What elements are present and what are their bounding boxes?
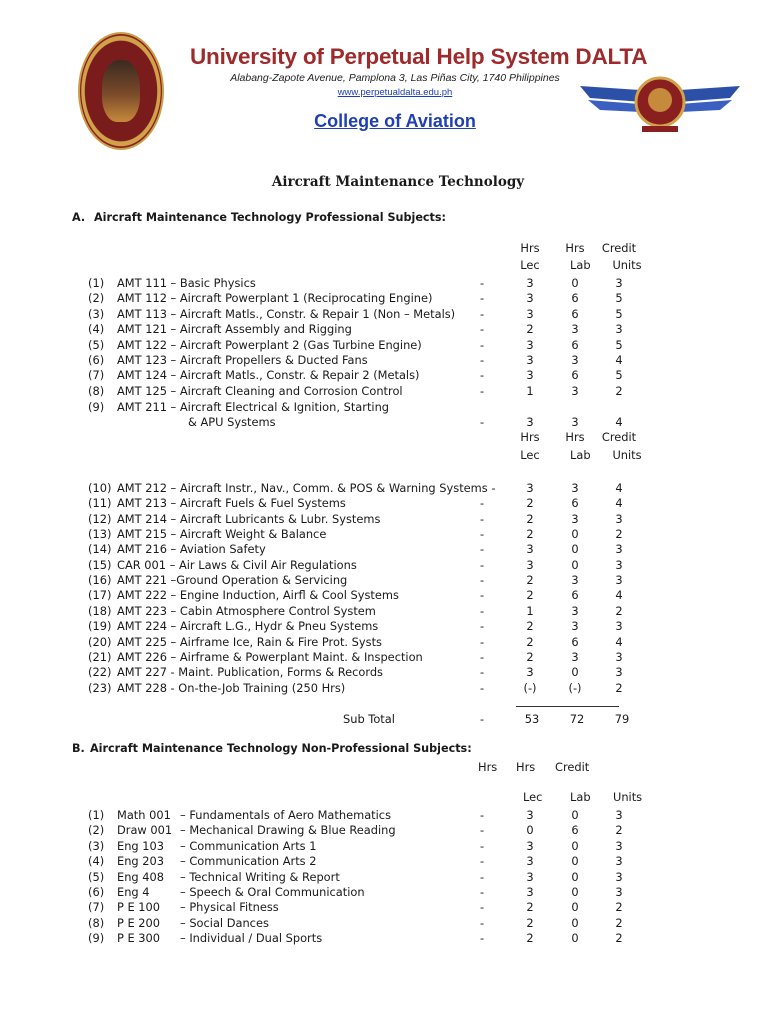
row-lab: 0 bbox=[571, 808, 579, 822]
row-lab: 0 bbox=[571, 542, 579, 557]
col-credit: Credit bbox=[601, 241, 637, 255]
website-link[interactable]: www.perpetualdalta.edu.ph bbox=[337, 87, 453, 98]
row-dash: - bbox=[480, 337, 485, 352]
row-number: (11) bbox=[88, 496, 112, 511]
subject-title-continued: & APU Systems bbox=[188, 415, 276, 429]
row-units: 5 bbox=[615, 337, 623, 352]
row-lec: 3 bbox=[526, 542, 534, 557]
subject-code: Math 001 bbox=[117, 808, 171, 822]
subject-title: AMT 215 – Aircraft Weight & Balance bbox=[117, 527, 327, 542]
col-credit: Credit bbox=[601, 430, 637, 444]
col-lab: Lab bbox=[570, 448, 591, 462]
row-lab: 0 bbox=[571, 276, 579, 290]
row-lec: 3 bbox=[526, 306, 534, 321]
row-lec: 3 bbox=[526, 337, 534, 352]
row-dash: - bbox=[480, 496, 485, 511]
subject-title: AMT 223 – Cabin Atmosphere Control System bbox=[117, 603, 376, 618]
subject-title: – Technical Writing & Report bbox=[180, 869, 340, 884]
row-number: (21) bbox=[88, 649, 112, 664]
row-dash: - bbox=[480, 838, 485, 853]
row-lab: 6 bbox=[571, 634, 579, 649]
row-number: (2) bbox=[88, 291, 105, 306]
row-number: (9) bbox=[88, 931, 105, 946]
row-lec: (-) bbox=[523, 680, 537, 695]
row-lab: 3 bbox=[571, 353, 579, 367]
row-lab: 0 bbox=[571, 527, 579, 542]
row-number: (3) bbox=[88, 838, 105, 853]
subject-title: AMT 211 – Aircraft Electrical & Ignition, Starting bbox=[117, 400, 390, 414]
row-units: 3 bbox=[615, 322, 623, 337]
row-lab: 6 bbox=[571, 588, 579, 603]
row-lec: 2 bbox=[526, 900, 534, 915]
row-dash: - bbox=[480, 680, 485, 695]
row-number: (6) bbox=[88, 353, 105, 367]
subject-code: Eng 203 bbox=[117, 854, 165, 869]
row-lab: 3 bbox=[571, 619, 579, 634]
row-number: (20) bbox=[88, 634, 112, 649]
row-dash: - bbox=[480, 276, 485, 290]
row-dash: - bbox=[480, 603, 485, 618]
table-row bbox=[0, 839, 768, 854]
row-dash: - bbox=[480, 619, 485, 634]
row-units: 4 bbox=[615, 415, 623, 429]
row-lab: 6 bbox=[571, 337, 579, 352]
table-row bbox=[0, 870, 768, 885]
col-lec: Lec bbox=[520, 258, 540, 272]
col-hrs-lab: Hrs bbox=[565, 241, 585, 255]
row-number: (4) bbox=[88, 322, 105, 337]
table-row bbox=[0, 512, 768, 527]
col-units: Units bbox=[613, 790, 643, 804]
row-lec: 3 bbox=[526, 838, 534, 853]
row-lab: 3 bbox=[571, 511, 579, 526]
table-row bbox=[0, 368, 768, 383]
row-lec: 2 bbox=[526, 931, 534, 946]
row-dash: - bbox=[480, 854, 485, 869]
col-lec: Lec bbox=[523, 790, 543, 804]
row-units: 4 bbox=[615, 588, 623, 603]
row-units: 5 bbox=[615, 306, 623, 321]
row-dash: - bbox=[480, 808, 485, 822]
row-lec: 1 bbox=[526, 603, 534, 618]
row-dash: - bbox=[480, 869, 485, 884]
row-lec: 3 bbox=[526, 291, 534, 306]
section-a-col-header-top-repeat bbox=[0, 430, 768, 445]
row-dash: - bbox=[480, 649, 485, 664]
subtotal-row bbox=[0, 712, 768, 727]
subject-title: AMT 222 – Engine Induction, Airfl & Cool Systems bbox=[117, 588, 399, 603]
subject-title: AMT 213 – Aircraft Fuels & Fuel Systems bbox=[117, 496, 346, 511]
row-number: (4) bbox=[88, 854, 105, 869]
row-units: 3 bbox=[615, 869, 623, 884]
table-row bbox=[0, 307, 768, 322]
row-dash: - bbox=[480, 885, 485, 899]
row-units: 3 bbox=[615, 619, 623, 634]
row-units: 2 bbox=[615, 823, 623, 838]
table-row bbox=[0, 681, 768, 696]
table-row bbox=[0, 353, 768, 368]
row-number: (7) bbox=[88, 900, 105, 915]
row-number: (12) bbox=[88, 511, 112, 526]
row-number: (23) bbox=[88, 680, 112, 695]
subject-title: – Mechanical Drawing & Blue Reading bbox=[180, 823, 396, 838]
row-dash: - bbox=[480, 634, 485, 649]
table-row bbox=[0, 635, 768, 650]
section-b-letter: B. bbox=[72, 742, 85, 755]
university-name: University of Perpetual Help System DALTA bbox=[190, 44, 648, 69]
row-units: 2 bbox=[615, 383, 623, 398]
row-lab: 3 bbox=[571, 603, 579, 618]
row-number: (18) bbox=[88, 603, 112, 618]
row-lab: 0 bbox=[571, 915, 579, 930]
row-lab: 0 bbox=[571, 854, 579, 869]
row-lab: 3 bbox=[571, 322, 579, 337]
subject-title: AMT 123 – Aircraft Propellers & Ducted Fans bbox=[117, 353, 368, 367]
row-lec: 0 bbox=[526, 823, 534, 838]
table-row bbox=[0, 854, 768, 869]
row-units: 2 bbox=[615, 915, 623, 930]
university-address: Alabang-Zapote Avenue, Pamplona 3, Las Piñas City, 1740 Philippines bbox=[230, 72, 560, 84]
subject-title: – Individual / Dual Sports bbox=[180, 931, 323, 946]
row-lec: 3 bbox=[526, 869, 534, 884]
subject-title: AMT 212 – Aircraft Instr., Nav., Comm. & POS & Warning Systems - bbox=[117, 481, 496, 495]
row-dash: - bbox=[480, 527, 485, 542]
row-lab: 3 bbox=[571, 415, 579, 429]
row-lec: 3 bbox=[526, 276, 534, 290]
row-dash: - bbox=[480, 665, 485, 680]
col-hrs-lec: Hrs bbox=[478, 760, 498, 774]
row-lab: 0 bbox=[571, 869, 579, 884]
row-units: 3 bbox=[615, 573, 623, 588]
table-row bbox=[0, 665, 768, 680]
row-lab: 0 bbox=[571, 838, 579, 853]
subject-code: Draw 001 bbox=[117, 823, 173, 838]
row-units: 2 bbox=[615, 931, 623, 946]
row-number: (15) bbox=[88, 557, 112, 572]
section-a-col-header-top bbox=[0, 241, 768, 256]
subtotal-lec: 53 bbox=[524, 712, 540, 726]
subject-title: AMT 228 - On-the-Job Training (250 Hrs) bbox=[117, 680, 346, 695]
row-lab: 3 bbox=[571, 649, 579, 664]
row-lab: 0 bbox=[571, 885, 579, 899]
subject-title: AMT 113 – Aircraft Matls., Constr. & Repair 1 (Non – Metals) bbox=[117, 306, 456, 321]
subject-code: P E 200 bbox=[117, 915, 161, 930]
row-dash: - bbox=[480, 915, 485, 930]
subtotal-lab: 72 bbox=[569, 712, 585, 726]
row-lec: 3 bbox=[526, 665, 534, 680]
subtotal-rule bbox=[516, 706, 619, 707]
subject-title: AMT 214 – Aircraft Lubricants & Lubr. Systems bbox=[117, 511, 381, 526]
row-number: (3) bbox=[88, 306, 105, 321]
row-units: 2 bbox=[615, 900, 623, 915]
col-hrs-lec: Hrs bbox=[520, 241, 540, 255]
row-units: 4 bbox=[615, 481, 623, 495]
subject-code: Eng 408 bbox=[117, 869, 165, 884]
table-row bbox=[0, 931, 768, 946]
row-dash: - bbox=[480, 931, 485, 946]
row-lab: 6 bbox=[571, 291, 579, 306]
table-row bbox=[0, 885, 768, 900]
row-number: (9) bbox=[88, 400, 105, 414]
row-number: (16) bbox=[88, 573, 112, 588]
university-seal-logo bbox=[78, 32, 164, 150]
row-number: (6) bbox=[88, 885, 105, 899]
row-dash: - bbox=[480, 291, 485, 306]
row-units: 3 bbox=[615, 854, 623, 869]
row-lec: 2 bbox=[526, 511, 534, 526]
row-number: (1) bbox=[88, 808, 105, 822]
subject-title: AMT 121 – Aircraft Assembly and Rigging bbox=[117, 322, 352, 337]
section-a-col-header-bottom-repeat bbox=[0, 448, 768, 463]
subject-code: Eng 4 bbox=[117, 885, 150, 899]
row-lec: 3 bbox=[526, 481, 534, 495]
row-lec: 2 bbox=[526, 915, 534, 930]
aviation-wings-logo bbox=[580, 68, 740, 138]
section-b-col-header-bottom bbox=[0, 790, 768, 805]
row-units: 5 bbox=[615, 368, 623, 383]
table-row bbox=[0, 916, 768, 931]
subject-title: AMT 216 – Aviation Safety bbox=[117, 542, 266, 557]
subject-title: AMT 221 –Ground Operation & Servicing bbox=[117, 573, 348, 588]
row-lec: 2 bbox=[526, 649, 534, 664]
section-a-title: Aircraft Maintenance Technology Professional Subjects: bbox=[94, 211, 447, 224]
row-lec: 3 bbox=[526, 885, 534, 899]
table-row bbox=[0, 900, 768, 915]
col-units: Units bbox=[612, 258, 642, 272]
row-lec: 3 bbox=[526, 854, 534, 869]
row-number: (14) bbox=[88, 542, 112, 557]
subject-code: P E 100 bbox=[117, 900, 161, 915]
row-lec: 2 bbox=[526, 322, 534, 337]
section-a-col-header-bottom bbox=[0, 258, 768, 273]
row-units: 2 bbox=[615, 603, 623, 618]
row-lab: 0 bbox=[571, 931, 579, 946]
program-title: Aircraft Maintenance Technology bbox=[271, 174, 525, 190]
row-lab: 0 bbox=[571, 900, 579, 915]
row-units: 3 bbox=[615, 665, 623, 680]
col-hrs-lec: Hrs bbox=[520, 430, 540, 444]
row-dash: - bbox=[480, 542, 485, 557]
col-hrs-lab: Hrs bbox=[516, 760, 536, 774]
row-units: 3 bbox=[615, 885, 623, 899]
row-dash: - bbox=[480, 900, 485, 915]
row-number: (5) bbox=[88, 869, 105, 884]
row-number: (17) bbox=[88, 588, 112, 603]
row-number: (13) bbox=[88, 527, 112, 542]
subject-code: P E 300 bbox=[117, 931, 161, 946]
table-row bbox=[0, 338, 768, 353]
row-lec: 2 bbox=[526, 496, 534, 511]
row-lab: 3 bbox=[571, 481, 579, 495]
row-number: (1) bbox=[88, 276, 105, 290]
subtotal-units: 79 bbox=[614, 712, 630, 726]
row-units: 3 bbox=[615, 557, 623, 572]
row-number: (5) bbox=[88, 337, 105, 352]
table-row bbox=[0, 496, 768, 511]
row-lec: 2 bbox=[526, 527, 534, 542]
college-name: College of Aviation bbox=[314, 111, 476, 131]
row-lec: 2 bbox=[526, 573, 534, 588]
row-lab: 6 bbox=[571, 823, 579, 838]
row-lab: 3 bbox=[571, 573, 579, 588]
col-lec: Lec bbox=[520, 448, 540, 462]
row-lab: (-) bbox=[568, 680, 582, 695]
row-lab: 6 bbox=[571, 368, 579, 383]
row-units: 2 bbox=[615, 680, 623, 695]
section-b-heading bbox=[72, 742, 472, 755]
table-row bbox=[0, 604, 768, 619]
subject-title: AMT 124 – Aircraft Matls., Constr. & Repair 2 (Metals) bbox=[117, 368, 420, 383]
subtotal-dash: - bbox=[480, 712, 485, 726]
subject-title: – Physical Fitness bbox=[180, 900, 279, 915]
row-dash: - bbox=[480, 415, 485, 429]
row-number: (10) bbox=[88, 481, 112, 495]
row-number: (7) bbox=[88, 368, 105, 383]
row-units: 4 bbox=[615, 496, 623, 511]
table-row bbox=[0, 588, 768, 603]
subject-title: AMT 122 – Aircraft Powerplant 2 (Gas Turbine Engine) bbox=[117, 337, 422, 352]
row-number: (8) bbox=[88, 383, 105, 398]
subject-title: – Communication Arts 2 bbox=[180, 854, 317, 869]
subject-title: CAR 001 – Air Laws & Civil Air Regulations bbox=[117, 557, 357, 572]
row-units: 4 bbox=[615, 634, 623, 649]
table-row bbox=[0, 291, 768, 306]
row-dash: - bbox=[480, 823, 485, 838]
row-units: 3 bbox=[615, 542, 623, 557]
table-row bbox=[0, 650, 768, 665]
row-lec: 2 bbox=[526, 634, 534, 649]
row-lec: 3 bbox=[526, 808, 534, 822]
subject-title: AMT 111 – Basic Physics bbox=[117, 276, 256, 290]
row-lab: 0 bbox=[571, 557, 579, 572]
subject-title: AMT 226 – Airframe & Powerplant Maint. & Inspection bbox=[117, 649, 423, 664]
row-lab: 0 bbox=[571, 665, 579, 680]
row-lab: 3 bbox=[571, 383, 579, 398]
table-row bbox=[0, 573, 768, 588]
col-units: Units bbox=[612, 448, 642, 462]
row-units: 3 bbox=[615, 511, 623, 526]
table-row bbox=[0, 322, 768, 337]
row-dash: - bbox=[480, 557, 485, 572]
row-units: 2 bbox=[615, 527, 623, 542]
subject-title: AMT 224 – Aircraft L.G., Hydr & Pneu Systems bbox=[117, 619, 379, 634]
row-units: 4 bbox=[615, 353, 623, 367]
section-a-letter: A. bbox=[72, 211, 86, 224]
subject-code: Eng 103 bbox=[117, 838, 165, 853]
col-credit: Credit bbox=[555, 760, 590, 774]
col-hrs-lab: Hrs bbox=[565, 430, 585, 444]
col-lab: Lab bbox=[570, 258, 591, 272]
row-lec: 3 bbox=[526, 353, 534, 367]
row-dash: - bbox=[480, 368, 485, 383]
table-row bbox=[0, 823, 768, 838]
row-dash: - bbox=[480, 353, 485, 367]
row-dash: - bbox=[480, 383, 485, 398]
table-row bbox=[0, 384, 768, 399]
subject-title: – Social Dances bbox=[180, 915, 269, 930]
subject-title: AMT 225 – Airframe Ice, Rain & Fire Prot. Systs bbox=[117, 634, 382, 649]
table-row bbox=[0, 276, 768, 291]
table-row bbox=[0, 808, 768, 823]
table-row bbox=[0, 619, 768, 634]
row-units: 3 bbox=[615, 838, 623, 853]
table-row bbox=[0, 558, 768, 573]
row-dash: - bbox=[480, 588, 485, 603]
col-lab: Lab bbox=[570, 790, 591, 804]
row-dash: - bbox=[480, 511, 485, 526]
table-row bbox=[0, 400, 768, 415]
row-number: (2) bbox=[88, 823, 105, 838]
subject-title: AMT 125 – Aircraft Cleaning and Corrosion Control bbox=[117, 383, 403, 398]
table-row bbox=[0, 542, 768, 557]
row-number: (8) bbox=[88, 915, 105, 930]
row-number: (19) bbox=[88, 619, 112, 634]
row-number: (22) bbox=[88, 665, 112, 680]
section-a-heading bbox=[72, 211, 446, 224]
subject-title: – Fundamentals of Aero Mathematics bbox=[180, 808, 392, 822]
table-row bbox=[0, 415, 768, 430]
table-row bbox=[0, 527, 768, 542]
row-lec: 3 bbox=[526, 415, 534, 429]
section-b-title: Aircraft Maintenance Technology Non-Professional Subjects: bbox=[90, 742, 472, 755]
row-dash: - bbox=[480, 573, 485, 588]
row-lab: 6 bbox=[571, 496, 579, 511]
row-lec: 2 bbox=[526, 619, 534, 634]
row-dash: - bbox=[480, 322, 485, 337]
table-row bbox=[0, 481, 768, 496]
row-units: 3 bbox=[615, 649, 623, 664]
subtotal-label: Sub Total bbox=[343, 712, 395, 726]
row-lec: 3 bbox=[526, 557, 534, 572]
subject-title: AMT 227 - Maint. Publication, Forms & Records bbox=[117, 665, 383, 680]
row-units: 3 bbox=[615, 276, 623, 290]
subject-title: – Speech & Oral Communication bbox=[180, 885, 365, 899]
subject-title: AMT 112 – Aircraft Powerplant 1 (Reciprocating Engine) bbox=[117, 291, 433, 306]
section-b-col-header-top bbox=[0, 760, 768, 775]
row-units: 5 bbox=[615, 291, 623, 306]
row-lec: 2 bbox=[526, 588, 534, 603]
row-units: 3 bbox=[615, 808, 623, 822]
subject-title: – Communication Arts 1 bbox=[180, 838, 317, 853]
row-dash: - bbox=[480, 306, 485, 321]
row-lec: 1 bbox=[526, 383, 534, 398]
row-lec: 3 bbox=[526, 368, 534, 383]
row-lab: 6 bbox=[571, 306, 579, 321]
